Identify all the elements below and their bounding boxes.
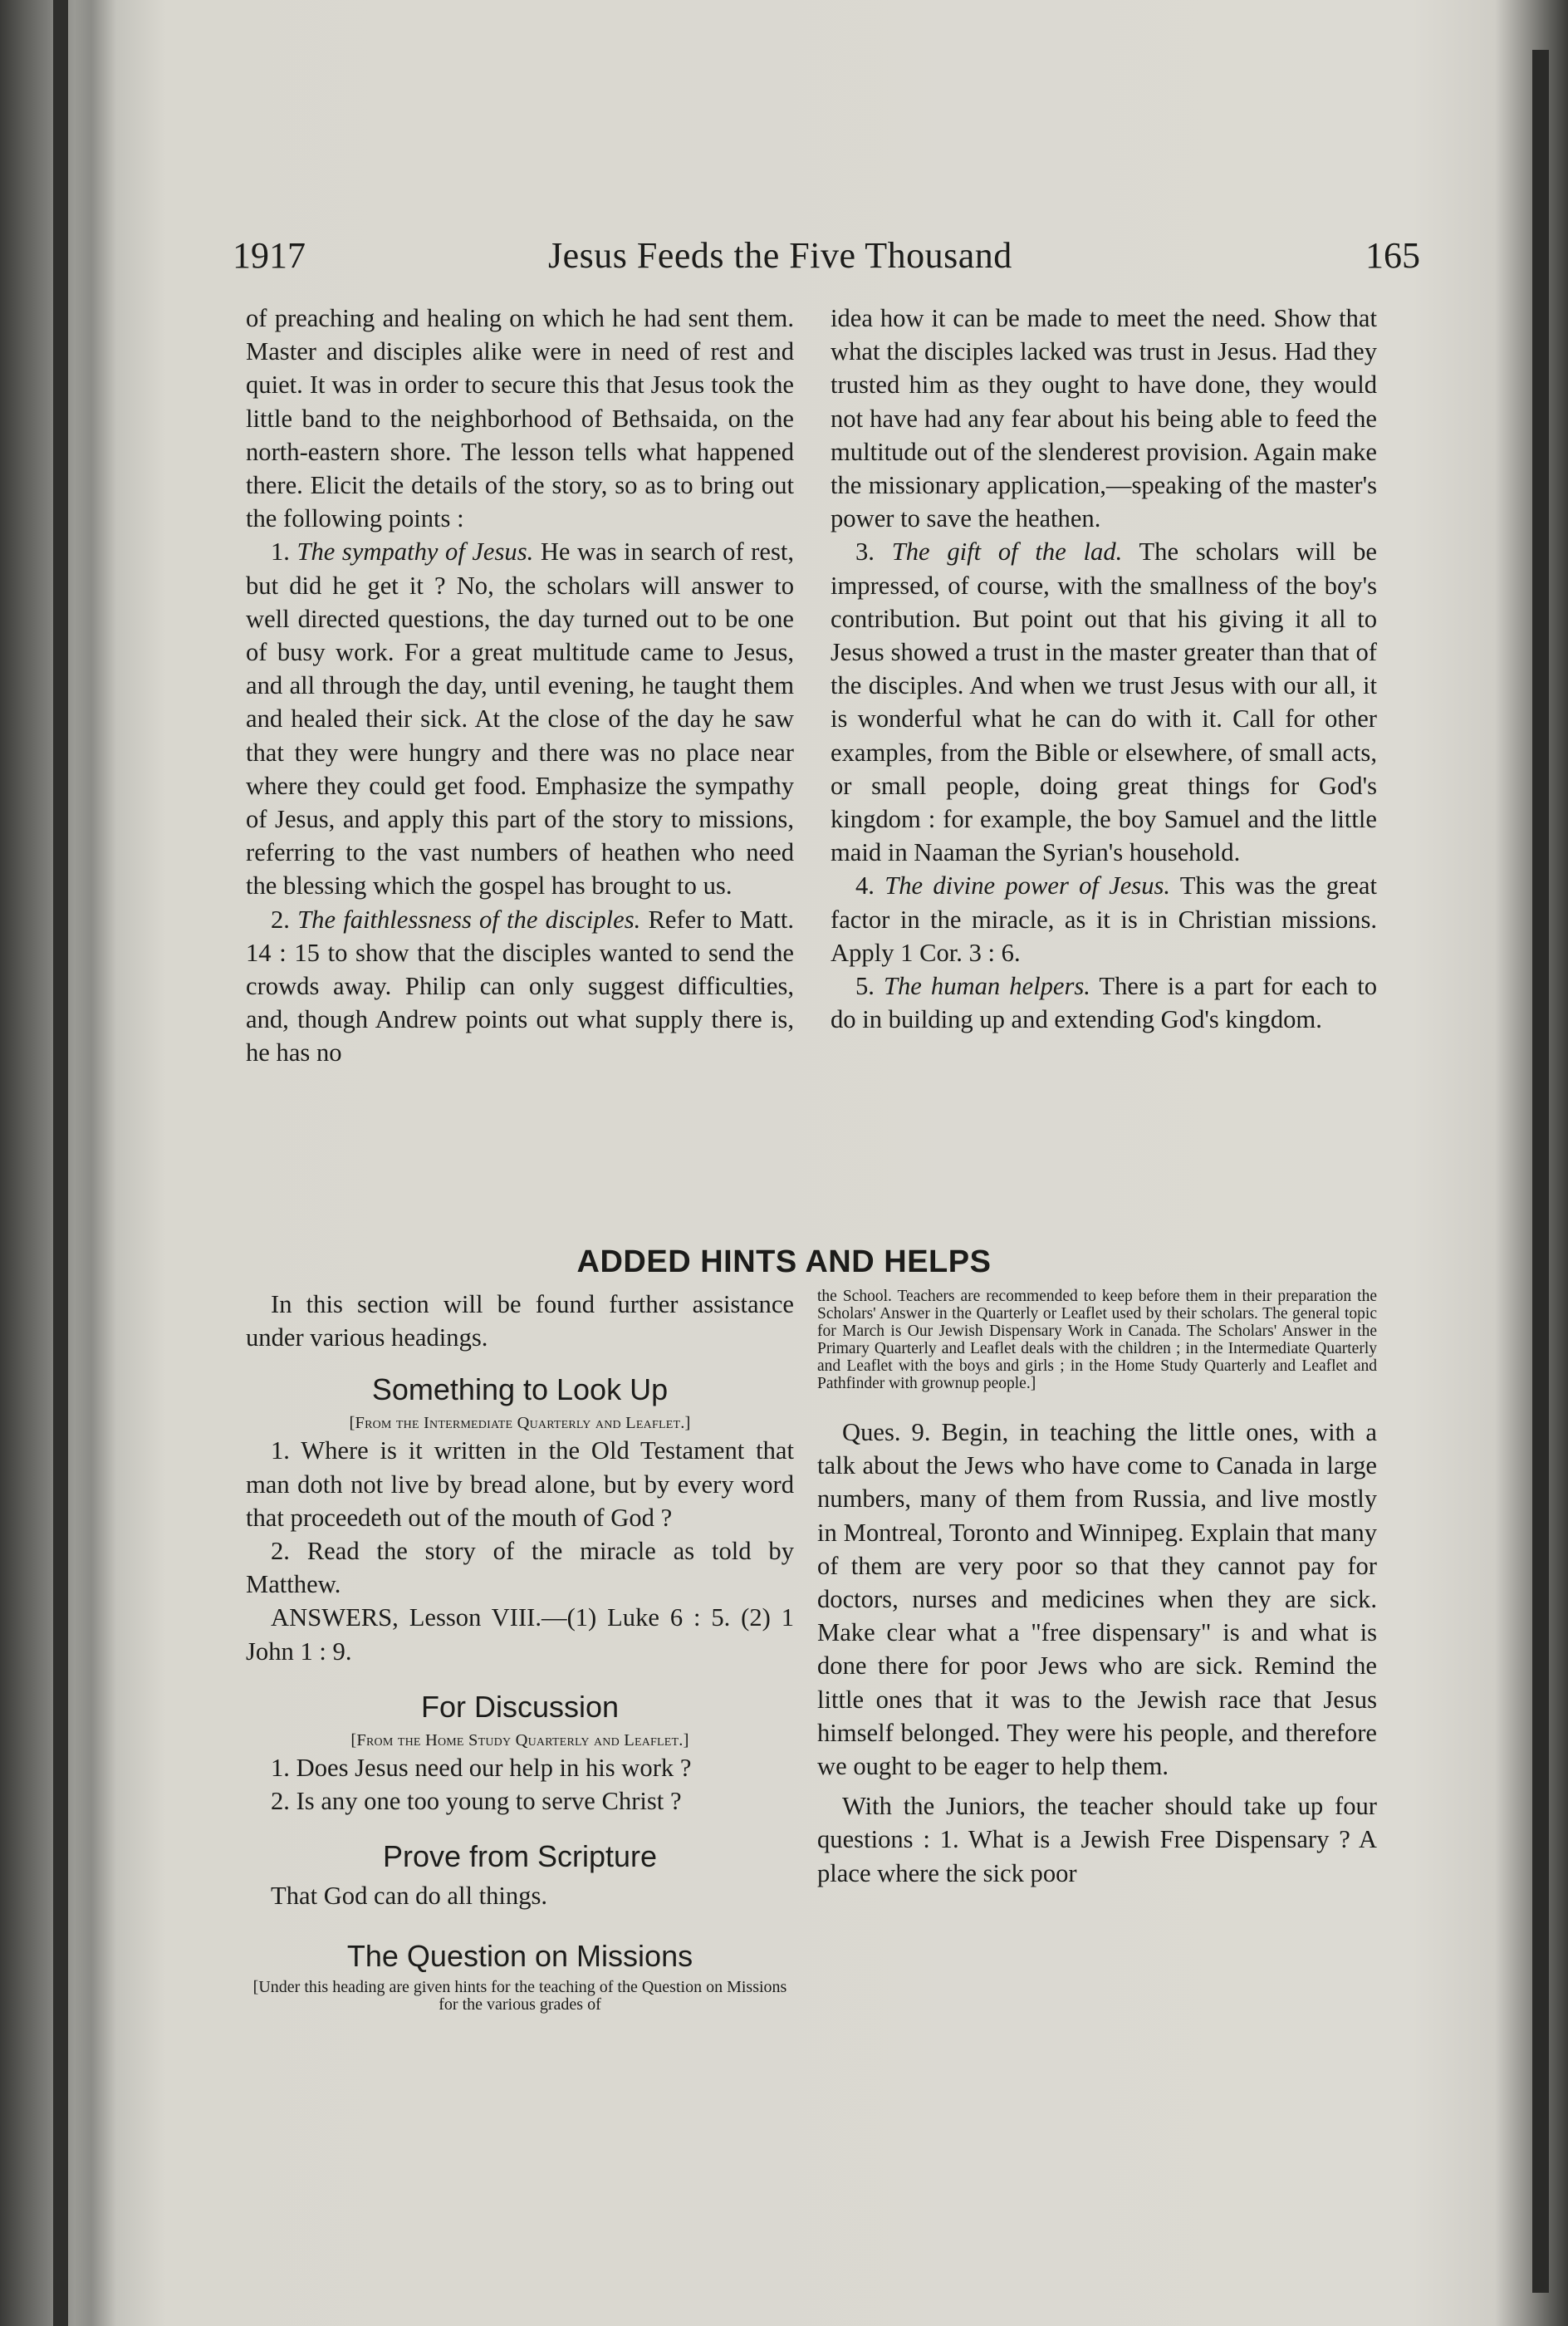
point-title: The faithlessness of the disciples. [297, 905, 641, 934]
paragraph-point-4 [831, 869, 1377, 969]
point-text: The scholars will be impressed, of course, with the smallness of the boy's contribution. But point out that his giving it all to Jesus showed a trust in the master greater than that of the disciples. And when we trust Jesus with our all, it is wonderful what he can do with it. Call for other examples, from the Bible or elsewhere, of small acts, or small people, doing great things for God's kingdom : for example, the boy Samuel and the little maid in Naaman the Syrian's household. [831, 537, 1377, 867]
prove-text: That God can do all things. [271, 1882, 548, 1911]
point-text: This was the great factor in the miracle, as it is in Christian missions. Apply 1 Cor. 3 : 6. [831, 871, 1378, 967]
subheading-look-up: Something to Look Up [371, 1372, 669, 1407]
paragraph-point-2 [246, 903, 794, 1070]
point-number: 2. [271, 905, 290, 934]
header-title: Jesus Feeds the Five Thousand [548, 235, 1012, 276]
point-text: He was in search of rest, but did he get it ? No, the scholars will answer to well directed questions, the day turned out to be one of busy work. For a great multitude came to Jesus, and all through the day, until evening, he taught them and healed their sick. At the close of the day he saw that they were hungry and there was no place near where they could get food. Emphasize the sympathy of Jesus, and apply this part of the story to missions, referring to the vast numbers of heathen who need the blessing which the gospel has brought to us. [246, 537, 794, 900]
missions-note-continued: the School. Teachers are recommended to keep before them in their preparation the Scholars' Answer in the Quarterly or Leaflet used by their scholars. The general topic for March is Our Jewish Dispensary Work in Canada. The Scholars' Answer in the Primary Quarterly and Leaflet deals with the children ; in the Intermediate Quarterly and Leaflet with the boys and girls ; in the Home Study Quarterly and Leaflet and Pathfinder with grownup people.] [817, 1288, 1377, 1392]
column-top-right [831, 302, 1377, 1036]
point-text: Refer to Matt. 14 : 15 to show that the disciples wanted to send the crowds away. Philip can only suggest difficulties, and, though Andrew points out what supply there is, he has no [246, 905, 794, 1067]
point-number: 3. [855, 537, 875, 567]
source-note: [From the Intermediate Quarterly and Leaflet.] [349, 1414, 691, 1433]
subheading-missions: The Question on Missions [346, 1939, 693, 1974]
paragraph: of preaching and healing on which he had sent them. Master and disciples alike were in need of rest and quiet. It was in order to secure this that Jesus took the little band to the neighborhood of Bethsaida, on the north-eastern shore. The lesson tells what happened there. Elicit the details of the story, so as to bring out the following points : [246, 304, 794, 533]
paragraph-ques-9: Ques. 9. Begin, in teaching the little ones, with a talk about the Jews who have come to Canada in large numbers, many of them from Russia, and live mostly in Montreal, Toronto and Winnipeg. Explain that many of them are very poor so that they cannot pay for doctors, nurses and medicines when they are sick. Make clear what a "free dispensary" is and what is done there for poor Jews who are sick. Remind the little ones that it was to the Jewish race that Jesus himself belonged. They were his people, and therefore we ought to be eager to help them. [817, 1418, 1377, 1781]
page-edge-right [1532, 50, 1549, 2293]
binding-shadow-left [53, 0, 68, 2326]
point-number: 1. [271, 537, 290, 567]
point-number: 4. [855, 871, 875, 900]
paragraph-point-3 [831, 535, 1377, 869]
point-title: The human helpers. [883, 972, 1090, 1001]
subheading-prove: Prove from Scripture [382, 1839, 658, 1874]
point-number: 5. [855, 972, 875, 1001]
point-title: The gift of the lad. [891, 537, 1123, 567]
paragraph: idea how it can be made to meet the need. Show that what the disciples lacked was trust in Jesus. Had they trusted him as they ought to have done, they would not have had any fear about his being able to feed the multitude out of the slenderest provision. Again make the missionary application,—speaking of the master's power to save the heathen. [831, 304, 1377, 533]
point-title: The sympathy of Jesus. [296, 537, 534, 567]
page-number: 165 [1365, 235, 1420, 276]
column-top-left [246, 302, 794, 1070]
question-1: 1. Where is it written in the Old Testament that man doth not live by bread alone, but by every word that proceedeth out of the mouth of God ? [246, 1436, 794, 1532]
running-header [233, 226, 1420, 284]
missions-note: [Under this heading are given hints for the teaching of the Question on Missions for the various grades of [252, 1978, 787, 2014]
point-text: There is a part for each to do in building up and extending God's kingdom. [831, 972, 1377, 1034]
discussion-1: 1. Does Jesus need our help in his work ? [271, 1753, 692, 1782]
column-bottom-left [246, 1288, 794, 2014]
discussion-2: 2. Is any one too young to serve Christ ? [271, 1787, 682, 1816]
paragraph-point-1 [246, 535, 794, 902]
point-title: The divine power of Jesus. [884, 871, 1171, 900]
subheading-discussion: For Discussion [420, 1689, 620, 1724]
header-year: 1917 [233, 235, 306, 276]
column-bottom-right [817, 1288, 1377, 1890]
intro-paragraph: In this section will be found further assistance under various headings. [246, 1290, 794, 1352]
answers-line: ANSWERS, Lesson VIII.—(1) Luke 6 : 5. (2) 1 John 1 : 9. [246, 1603, 794, 1666]
question-2: 2. Read the story of the miracle as told by Matthew. [246, 1537, 794, 1599]
source-note: [From the Home Study Quarterly and Leaflet.] [350, 1730, 689, 1749]
section-heading: ADDED HINTS AND HELPS [576, 1244, 992, 1279]
paragraph-point-5 [831, 969, 1377, 1036]
paragraph-juniors: With the Juniors, the teacher should take up four questions : 1. What is a Jewish Free Dispensary ? A place where the sick poor [817, 1792, 1377, 1887]
